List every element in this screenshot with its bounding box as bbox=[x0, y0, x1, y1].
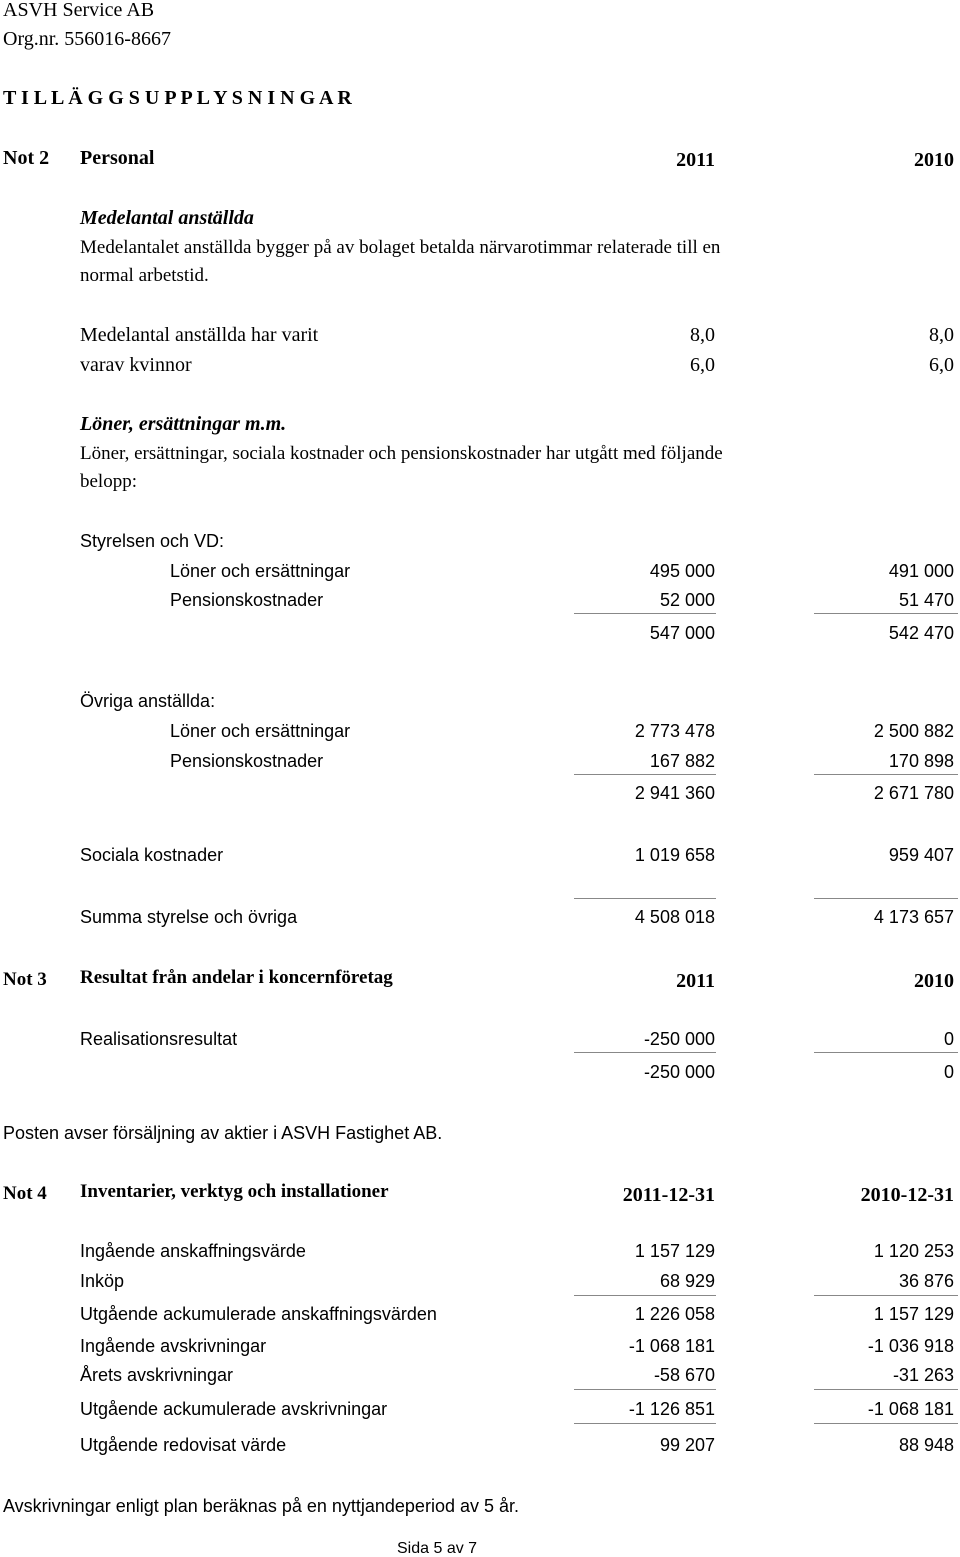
styrelse-sum-rule-2010 bbox=[814, 613, 958, 614]
note4-row-2010: 88 948 bbox=[898, 1435, 954, 1455]
realisation-label: Realisationsresultat bbox=[80, 1029, 238, 1049]
loner-text-line1: Löner, ersättningar, sociala kostnader och pensionskostnader har utgått med följande bbox=[80, 443, 723, 464]
note4-row-2010: -31 263 bbox=[892, 1365, 954, 1385]
note4-rule-2010 bbox=[814, 1389, 958, 1390]
sociala-2010: 959 407 bbox=[888, 845, 954, 865]
summa-2011: 4 508 018 bbox=[634, 907, 715, 927]
sociala-label: Sociala kostnader bbox=[80, 845, 224, 865]
styrelse-pension-2010: 51 470 bbox=[898, 590, 954, 610]
note4-rule-2010 bbox=[814, 1295, 958, 1296]
styrelse-loner-2010: 491 000 bbox=[888, 561, 954, 581]
styrelse-sum-2010: 542 470 bbox=[888, 623, 954, 643]
realisation-2011: -250 000 bbox=[643, 1029, 715, 1049]
medelantal-text-line2: normal arbetstid. bbox=[80, 265, 209, 286]
note4-row-2010: 36 876 bbox=[898, 1271, 954, 1291]
ovriga-sum-2010: 2 671 780 bbox=[873, 783, 954, 803]
note2-heading: Personal bbox=[80, 147, 155, 169]
company-name: ASVH Service AB bbox=[3, 0, 155, 21]
medelantal-row-label: Medelantal anställda har varit bbox=[80, 324, 319, 346]
page-title: T I L L Ä G G S U P P L Y S N I N G A R bbox=[3, 87, 352, 109]
note4-row-2010: -1 036 918 bbox=[867, 1336, 954, 1356]
note4-row-2010: 1 120 253 bbox=[873, 1241, 954, 1261]
ovriga-loner-2010: 2 500 882 bbox=[873, 721, 954, 741]
note4-row-2011: 68 929 bbox=[659, 1271, 715, 1291]
note2-label: Not 2 bbox=[3, 147, 50, 169]
note4-label: Not 4 bbox=[3, 1183, 47, 1204]
ovriga-loner-2011: 2 773 478 bbox=[634, 721, 715, 741]
note4-row-2011: 99 207 bbox=[659, 1435, 715, 1455]
medelantal-row-value-2011: 8,0 bbox=[690, 324, 715, 346]
styrelse-sum-rule-2011 bbox=[574, 613, 716, 614]
medelantal-text-line1: Medelantalet anställda bygger på av bolaget betalda närvarotimmar relaterade till en bbox=[80, 237, 721, 258]
note3-col1-header: 2011 bbox=[676, 970, 715, 992]
note4-row-2010: -1 068 181 bbox=[867, 1399, 954, 1419]
note4-row-2011: -58 670 bbox=[653, 1365, 715, 1385]
ovriga-sum-rule-2011 bbox=[574, 774, 716, 775]
note4-col1-header: 2011-12-31 bbox=[622, 1184, 715, 1206]
note4-rule-2011 bbox=[574, 1423, 716, 1424]
summa-rule-2011 bbox=[574, 898, 716, 899]
note4-rule-2011 bbox=[574, 1295, 716, 1296]
note4-row-label: Utgående ackumulerade anskaffningsvärden bbox=[80, 1304, 437, 1324]
summa-2010: 4 173 657 bbox=[873, 907, 954, 927]
summa-rule-2010 bbox=[814, 898, 958, 899]
note3-col2-header: 2010 bbox=[914, 970, 954, 992]
styrelse-loner-2011: 495 000 bbox=[649, 561, 715, 581]
ovriga-heading: Övriga anställda: bbox=[80, 691, 216, 711]
kvinnor-row-value-2011: 6,0 bbox=[690, 354, 715, 376]
styrelse-sum-2011: 547 000 bbox=[649, 623, 715, 643]
note4-row-2011: 1 157 129 bbox=[634, 1241, 715, 1261]
note4-row-2011: -1 126 851 bbox=[628, 1399, 715, 1419]
note4-row-label: Utgående redovisat värde bbox=[80, 1435, 287, 1455]
org-number: Org.nr. 556016-8667 bbox=[3, 28, 171, 50]
styrelse-pension-2011: 52 000 bbox=[659, 590, 715, 610]
ovriga-pension-2010: 170 898 bbox=[888, 751, 954, 771]
note4-row-label: Ingående anskaffningsvärde bbox=[80, 1241, 306, 1261]
note4-heading: Inventarier, verktyg och installationer bbox=[80, 1181, 389, 1202]
note4-row-label: Ingående avskrivningar bbox=[80, 1336, 267, 1356]
ovriga-loner-label: Löner och ersättningar bbox=[170, 721, 351, 741]
sociala-2011: 1 019 658 bbox=[634, 845, 715, 865]
note3-sum-2011: -250 000 bbox=[643, 1062, 715, 1082]
loner-text-line2: belopp: bbox=[80, 471, 137, 492]
note3-sum-rule-2010 bbox=[814, 1052, 958, 1053]
note3-label: Not 3 bbox=[3, 969, 47, 990]
note4-footnote: Avskrivningar enligt plan beräknas på en nyttjandeperiod av 5 år. bbox=[3, 1496, 519, 1516]
note4-row-2010: 1 157 129 bbox=[873, 1304, 954, 1324]
kvinnor-row-label: varav kvinnor bbox=[80, 354, 192, 376]
note4-row-label: Årets avskrivningar bbox=[80, 1365, 234, 1385]
realisation-2010: 0 bbox=[943, 1029, 954, 1049]
ovriga-pension-label: Pensionskostnader bbox=[170, 751, 324, 771]
note4-row-2011: -1 068 181 bbox=[628, 1336, 715, 1356]
note4-row-label: Inköp bbox=[80, 1271, 125, 1291]
note4-row-label: Utgående ackumulerade avskrivningar bbox=[80, 1399, 388, 1419]
note4-rule-2011 bbox=[574, 1389, 716, 1390]
note4-rule-2010 bbox=[814, 1423, 958, 1424]
medelantal-row-value-2010: 8,0 bbox=[929, 324, 954, 346]
page-number: Sida 5 av 7 bbox=[397, 1540, 478, 1557]
note3-heading: Resultat från andelar i koncernföretag bbox=[80, 967, 393, 988]
kvinnor-row-value-2010: 6,0 bbox=[929, 354, 954, 376]
ovriga-sum-rule-2010 bbox=[814, 774, 958, 775]
note2-col1-header: 2011 bbox=[676, 149, 715, 171]
loner-subheading: Löner, ersättningar m.m. bbox=[80, 413, 287, 435]
styrelse-loner-label: Löner och ersättningar bbox=[170, 561, 351, 581]
note4-col2-header: 2010-12-31 bbox=[860, 1184, 954, 1206]
styrelse-heading: Styrelsen och VD: bbox=[80, 531, 225, 551]
summa-label: Summa styrelse och övriga bbox=[80, 907, 298, 927]
ovriga-sum-2011: 2 941 360 bbox=[634, 783, 715, 803]
note4-row-2011: 1 226 058 bbox=[634, 1304, 715, 1324]
note3-sum-2010: 0 bbox=[943, 1062, 954, 1082]
ovriga-pension-2011: 167 882 bbox=[649, 751, 715, 771]
medelantal-subheading: Medelantal anställda bbox=[80, 207, 254, 229]
note3-sum-rule-2011 bbox=[574, 1052, 716, 1053]
note3-footnote: Posten avser försäljning av aktier i ASVH Fastighet AB. bbox=[3, 1123, 443, 1143]
styrelse-pension-label: Pensionskostnader bbox=[170, 590, 324, 610]
note2-col2-header: 2010 bbox=[914, 149, 954, 171]
